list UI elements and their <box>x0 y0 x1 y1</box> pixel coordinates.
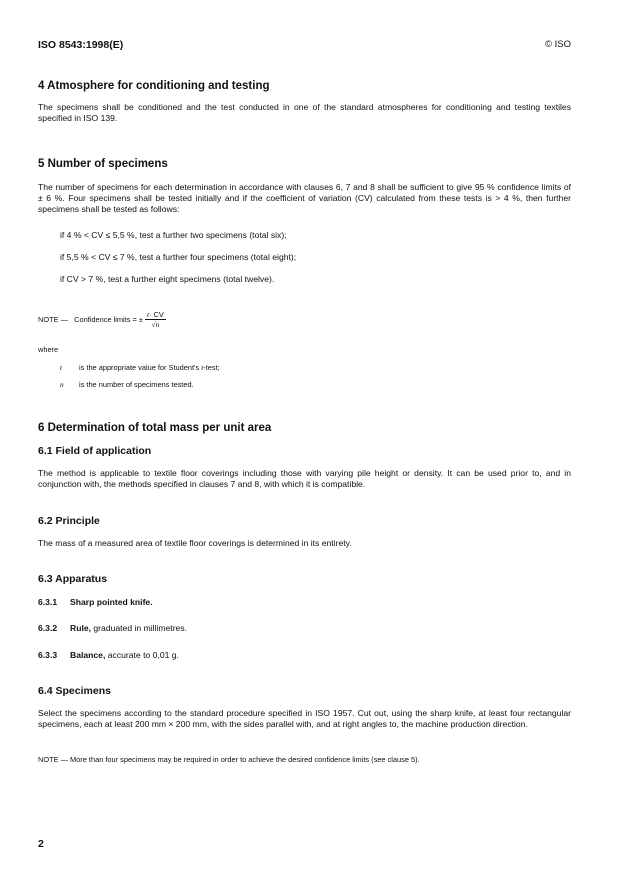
apparatus-desc: accurate to 0,01 g. <box>105 650 179 660</box>
apparatus-item-balance <box>38 650 179 661</box>
formula-denominator: √n <box>151 320 160 329</box>
definition-item <box>60 380 194 389</box>
cv-rule-item: if CV > 7 %, test a further eight specimens (total twelve). <box>60 274 275 284</box>
where-label: where <box>38 345 59 354</box>
apparatus-item-rule <box>38 623 187 634</box>
definition-item <box>60 363 220 372</box>
section-6-1-heading: 6.1 Field of application <box>38 445 152 457</box>
section-6-4-text: Select the specimens according to the standard procedure specified in ISO 1957. Cut out, using the sharp knife, at least four rectangular specimens, each at least 200 mm × 200 mm, with the sides parallel with, and at right angles to, the machine production direction. <box>38 708 571 729</box>
section-6-1-text: The method is applicable to textile floor coverings including those with varying pile height or density. It can be used prior to, and in conjunction with, the methods specified in clauses 7 and 8, with which it is compatible. <box>38 468 571 489</box>
copyright-notice: © ISO <box>544 39 571 50</box>
section-6-2-text: The mass of a measured area of textile floor coverings is determined in its entirety. <box>38 538 352 548</box>
confidence-formula <box>145 310 166 330</box>
definition-text: is the number of specimens tested. <box>79 380 194 389</box>
definition-symbol: t <box>60 363 63 372</box>
definition-text-end: -test; <box>203 363 220 372</box>
section-5-text: The number of specimens for each determination in accordance with clauses 6, 7 and 8 shall be sufficient to give 95 % confidence limits of ± 6 %. Four specimens shall be tested initially and if the coefficient of variation (CV) calculated from these tests is > 4 %, then further specimens shall be tested as follows: <box>38 182 571 214</box>
note-label: Confidence limits <box>74 314 131 324</box>
section-4-heading: 4 Atmosphere for conditioning and testing <box>38 80 270 92</box>
apparatus-name: Sharp pointed knife. <box>70 597 153 607</box>
section-6-2-heading: 6.2 Principle <box>38 515 100 527</box>
cv-rule-item: if 4 % < CV ≤ 5,5 %, test a further two specimens (total six); <box>60 230 287 240</box>
definition-symbol: n <box>60 380 64 389</box>
section-5-heading: 5 Number of specimens <box>38 158 168 170</box>
note-equals: = ± <box>132 314 143 324</box>
section-4-text: The specimens shall be conditioned and the test conducted in one of the standard atmospheres for conditioning and testing textiles specified in ISO 139. <box>38 102 571 123</box>
formula-numerator: · CV <box>149 310 164 319</box>
apparatus-number: 6.3.1 <box>38 597 58 607</box>
section-6-heading: 6 Determination of total mass per unit area <box>38 422 272 434</box>
section-6-3-heading: 6.3 Apparatus <box>38 573 108 585</box>
cv-rule-item: if 5,5 % < CV ≤ 7 %, test a further four specimens (total eight); <box>60 252 297 262</box>
confidence-note <box>38 310 166 330</box>
section-6-4-heading: 6.4 Specimens <box>38 685 111 697</box>
definition-var: t <box>201 363 204 372</box>
apparatus-name: Rule, <box>70 623 92 633</box>
apparatus-name: Balance, <box>70 650 106 660</box>
document-id: ISO 8543:1998(E) <box>38 39 124 51</box>
apparatus-desc: graduated in millimetres. <box>91 623 188 633</box>
formula-var-t: t <box>147 310 150 319</box>
apparatus-item-knife <box>38 597 153 608</box>
specimens-note: NOTE — More than four specimens may be required in order to achieve the desired confidence limits (see clause 5). <box>38 755 420 764</box>
note-prefix: NOTE — <box>38 314 68 324</box>
apparatus-number: 6.3.2 <box>38 623 58 633</box>
definition-text: is the appropriate value for Student's <box>79 363 202 372</box>
apparatus-number: 6.3.3 <box>38 650 58 660</box>
page-number: 2 <box>38 838 44 850</box>
